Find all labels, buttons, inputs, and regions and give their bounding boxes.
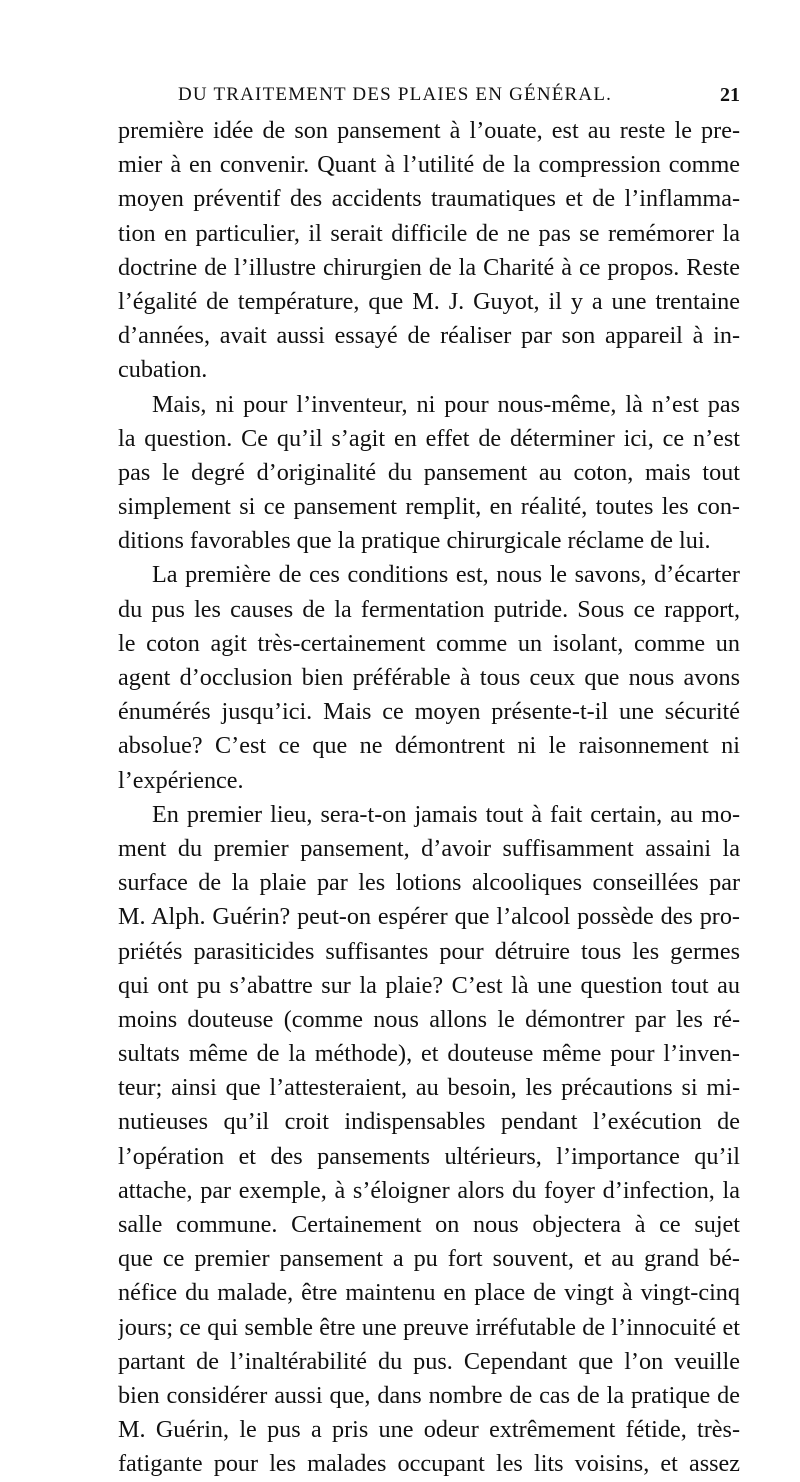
text-line: qui ont pu s’abattre sur la plaie? C’est là une question tout au — [118, 971, 740, 999]
text-line: partant de l’inaltérabilité du pus. Cependant que l’on veuille — [118, 1347, 740, 1375]
page-number: 21 — [720, 84, 740, 106]
text-line: que ce premier pansement a pu fort souvent, et au grand bé- — [118, 1245, 740, 1273]
text-line: teur; ainsi que l’attesteraient, au besoin, les précautions si mi- — [118, 1074, 740, 1102]
text-line: bien considérer aussi que, dans nombre de cas de la pratique de — [118, 1381, 740, 1409]
text-line: surface de la plaie par les lotions alcooliques conseillées par — [118, 869, 740, 897]
body-text — [118, 114, 740, 1482]
text-line: agent d’occlusion bien préférable à tous ceux que nous avons — [118, 664, 740, 691]
text-line: M. Alph. Guérin? peut-on espérer que l’alcool possède des pro- — [118, 903, 740, 931]
running-title: DU TRAITEMENT DES PLAIES EN GÉNÉRAL. — [178, 84, 613, 105]
text-line: sultats même de la méthode), et douteuse même pour l’inven- — [118, 1040, 740, 1068]
text-line: moyen préventif des accidents traumatiques et de l’inflamma- — [118, 185, 740, 213]
text-line: simplement si ce pansement remplit, en réalité, toutes les con- — [118, 493, 740, 521]
text-line: première idée de son pansement à l’ouate, est au reste le pre- — [118, 117, 740, 144]
text-line: La première de ces conditions est, nous le savons, d’écarter — [152, 561, 740, 589]
text-line: fatigante pour les malades occupant les lits voisins, et assez — [118, 1450, 740, 1478]
text-line: énumérés jusqu’ici. Mais ce moyen présente-t-il une sécurité — [118, 698, 740, 726]
text-line: ditions favorables que la pratique chirurgicale réclame de lui. — [118, 527, 711, 555]
text-line: En premier lieu, sera-t-on jamais tout à fait certain, au mo- — [152, 800, 740, 828]
text-line: mier à en convenir. Quant à l’utilité de la compression comme — [118, 151, 740, 179]
text-line: ment du premier pansement, d’avoir suffisamment assaini la — [118, 834, 740, 862]
text-line: pas le degré d’originalité du pansement au coton, mais tout — [118, 458, 740, 486]
text-line: jours; ce qui semble être une preuve irréfutable de l’innocuité et — [118, 1313, 740, 1341]
running-header — [118, 84, 740, 114]
text-line: l’expérience. — [118, 766, 244, 794]
text-line: le coton agit très-certainement comme un isolant, comme un — [118, 629, 740, 657]
text-line: absolue? C’est ce que ne démontrent ni le raisonnement ni — [118, 732, 740, 760]
text-line: tion en particulier, il serait difficile de ne pas se remémorer la — [118, 219, 740, 247]
text-line: la question. Ce qu’il s’agit en effet de déterminer ici, ce n’est — [118, 424, 740, 452]
text-line: cubation. — [118, 356, 208, 384]
text-line: Mais, ni pour l’inventeur, ni pour nous-même, là n’est pas — [152, 390, 740, 418]
text-line: M. Guérin, le pus a pris une odeur extrêmement fétide, très- — [118, 1416, 740, 1444]
text-line: nutieuses qu’il croit indispensables pendant l’exécution de — [118, 1108, 740, 1136]
text-line: du pus les causes de la fermentation putride. Sous ce rapport, — [118, 595, 740, 623]
text-line: salle commune. Certainement on nous objectera à ce sujet — [118, 1211, 740, 1238]
text-line: néfice du malade, être maintenu en place de vingt à vingt-cinq — [118, 1279, 740, 1307]
text-line: doctrine de l’illustre chirurgien de la Charité à ce propos. Reste — [118, 253, 740, 281]
text-line: l’opération et des pansements ultérieurs, l’importance qu’il — [118, 1142, 740, 1170]
text-line: priétés parasiticides suffisantes pour détruire tous les germes — [118, 937, 740, 965]
text-line: d’années, avait aussi essayé de réaliser par son appareil à in- — [118, 322, 740, 350]
text-line: attache, par exemple, à s’éloigner alors du foyer d’infection, la — [118, 1176, 740, 1204]
text-line: moins douteuse (comme nous allons le démontrer par les ré- — [118, 1005, 740, 1033]
text-line: l’égalité de température, que M. J. Guyot, il y a une trentaine — [118, 287, 740, 315]
